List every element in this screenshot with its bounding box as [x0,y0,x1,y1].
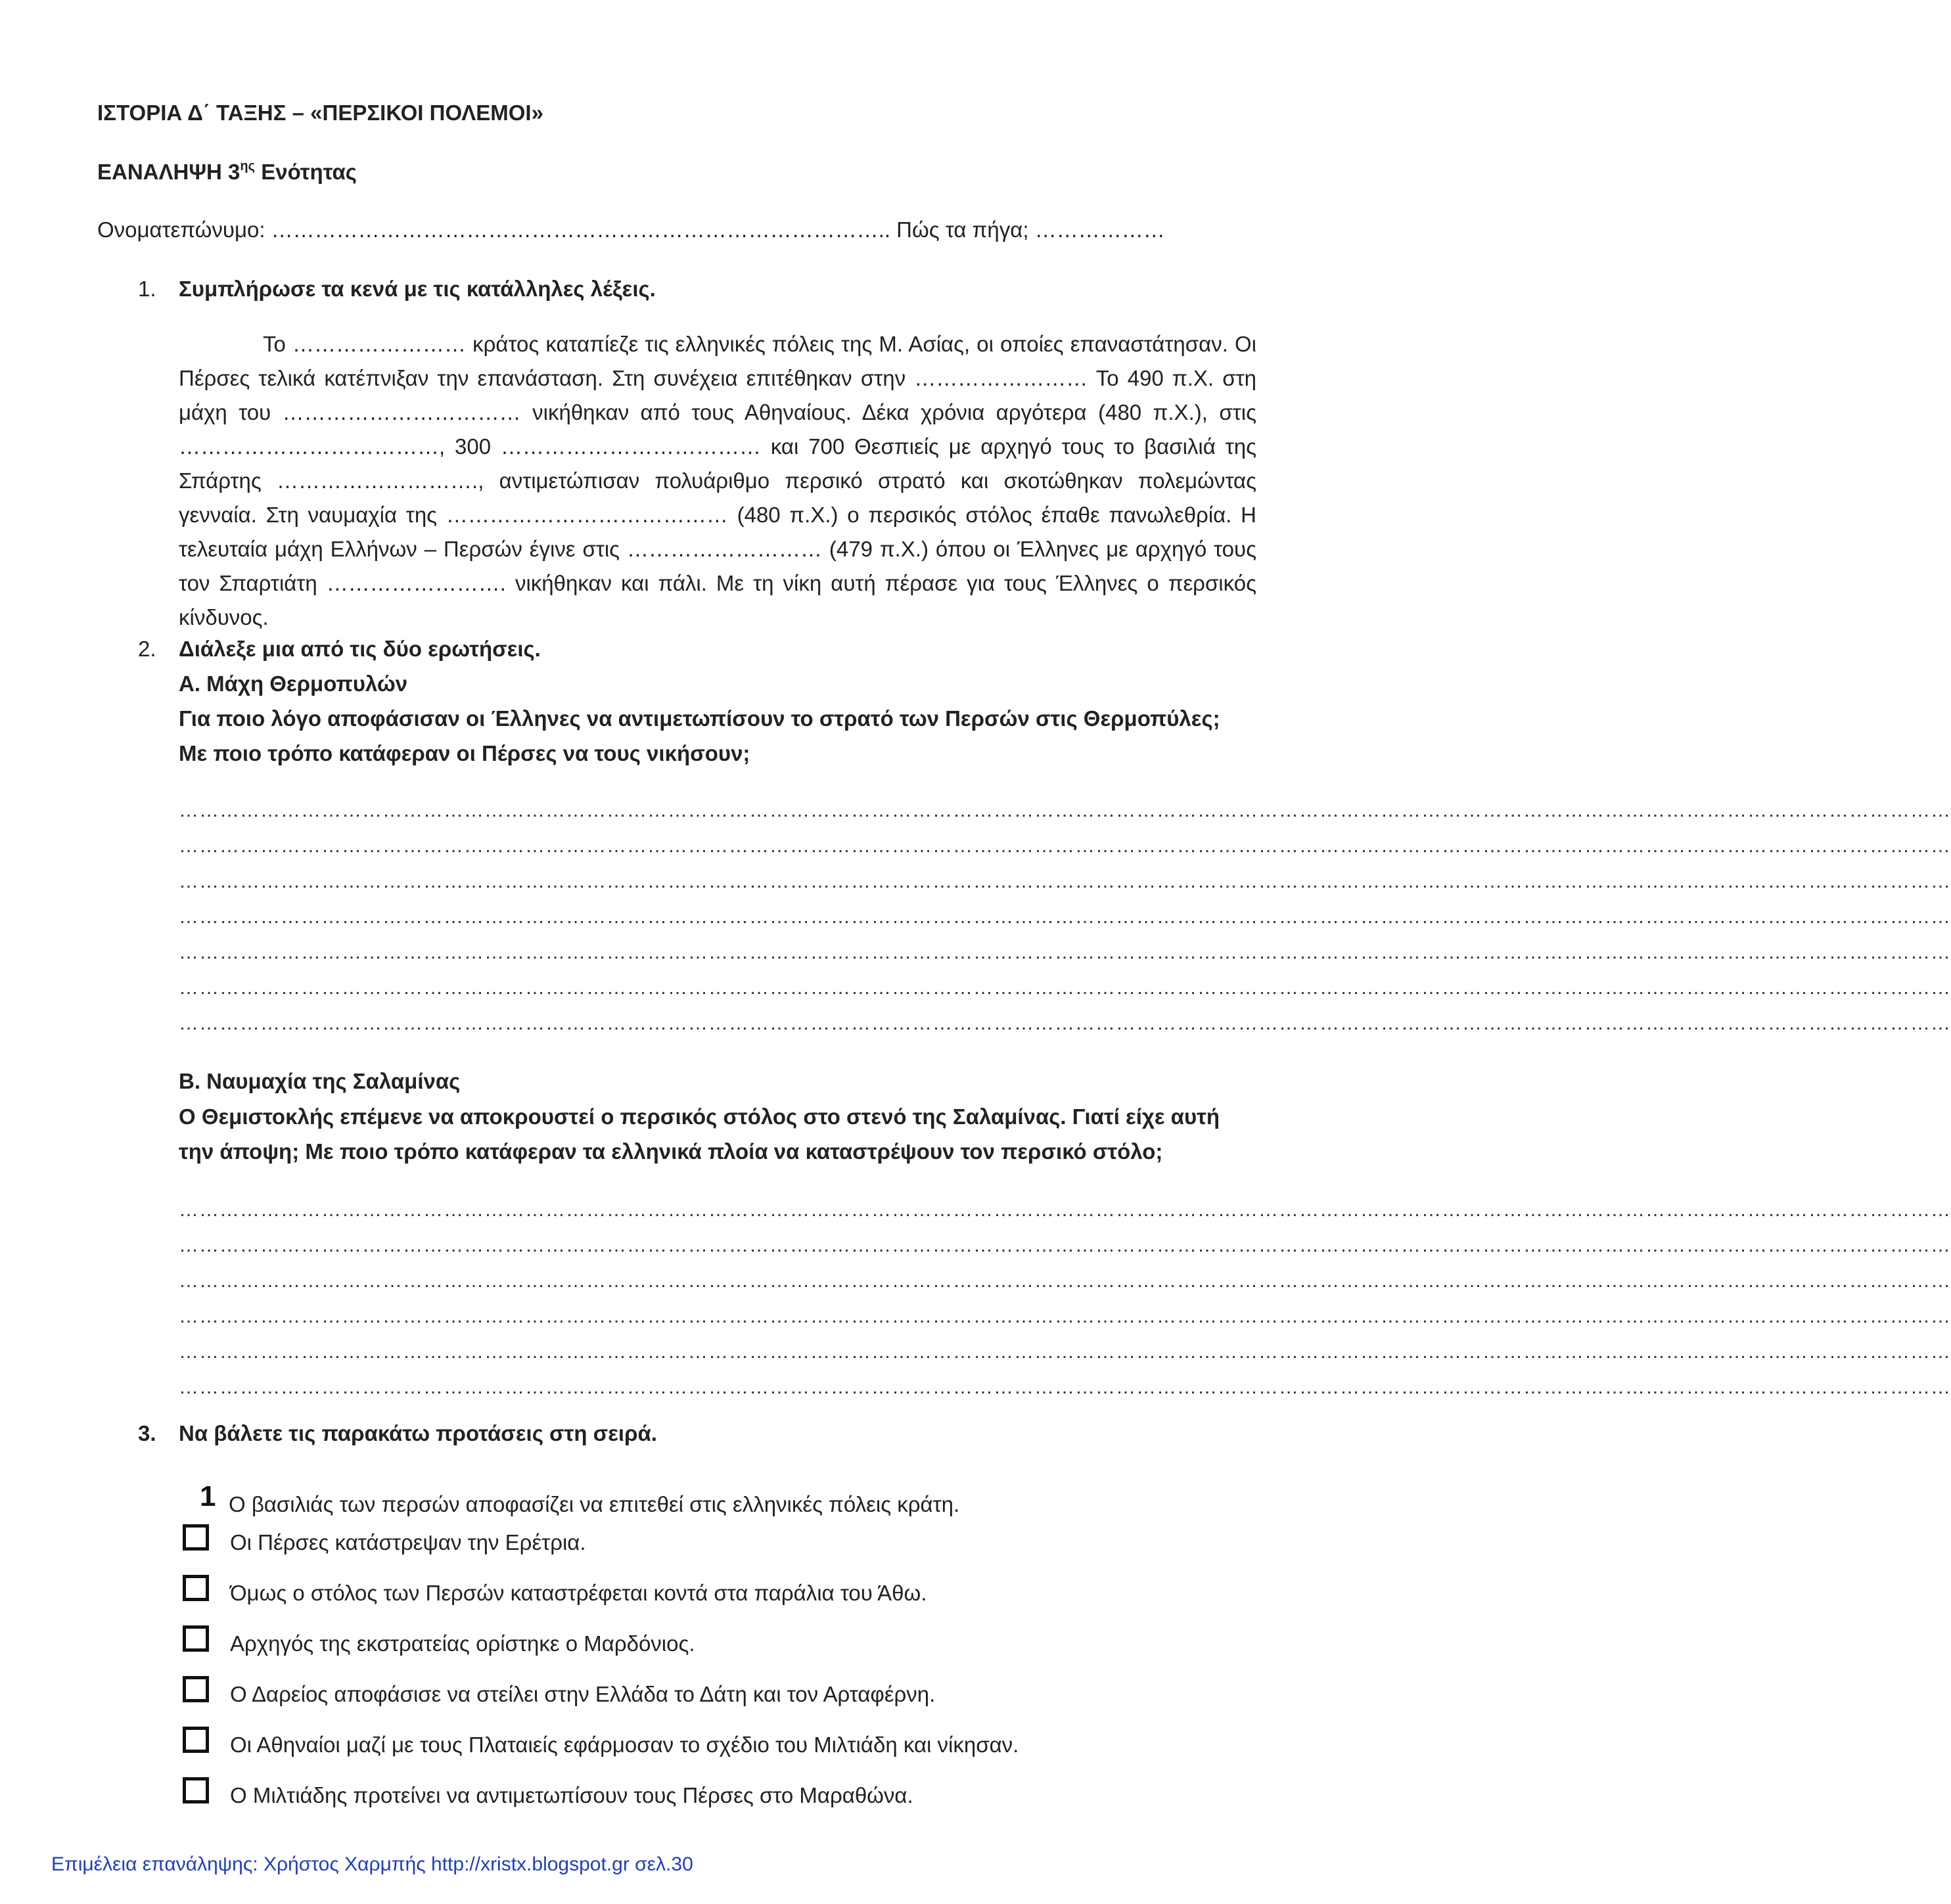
order-item-text: Ο Δαρείος αποφάσισε να στείλει στην Ελλάδα το Δάτη και τον Αρταφέρνη. [230,1682,936,1706]
subtitle-main: ΕΑΝΑΛΗΨΗ 3 [97,160,241,184]
answer-line: ……………………………………………………………………………………………………………………………………………………………………………………………………………………………………… [179,800,1951,821]
answer-line: ……………………………………………………………………………………………………………………………………………………………………………………………………………………………………… [179,1376,1951,1398]
answer-line: ……………………………………………………………………………………………………………………………………………………………………………………………………………………………………… [179,1341,1951,1363]
worksheet-title: ΙΣΤΟΡΙΑ Δ΄ ΤΑΞΗΣ – «ΠΕΡΣΙΚΟΙ ΠΟΛΕΜΟΙ» [97,101,543,125]
order-item-text: Οι Αθηναίοι μαζί με τους Πλαταιείς εφάρμοσαν το σχέδιο του Μιλτιάδη και νίκησαν. [230,1733,1019,1757]
option-a-question-line-1: Για ποιο λόγο αποφάσισαν οι Έλληνες να αντιμετωπίσουν το στρατό των Περσών στις Θερμοπύλες; [179,706,1220,731]
order-checkbox[interactable] [183,1727,209,1753]
footer-credit: Επιμέλεια επανάληψης: Χρήστος Χαρμπής http://xristx.blogspot.gr σελ.30 [51,1853,693,1875]
order-number: 1 [200,1480,216,1512]
answer-line: ……………………………………………………………………………………………………………………………………………………………………………………………………………………………………… [179,906,1951,928]
answer-line: ……………………………………………………………………………………………………………………………………………………………………………………………………………………………………… [179,871,1951,892]
answer-line: ……………………………………………………………………………………………………………………………………………………………………………………………………………………………………… [179,835,1951,857]
student-name-line: Ονοματεπώνυμο: ………………………………………………………………………….. Πώς τα πήγα; ……………… [97,217,1165,242]
order-item-text: Αρχηγός της εκστρατείας ορίστηκε ο Μαρδόνιος. [230,1631,695,1656]
option-b-question-line-1: Ο Θεμιστοκλής επέμενε να αποκρουστεί ο περσικός στόλος στο στενό της Σαλαμίνας. Γιατί είχε αυτή [179,1104,1220,1129]
subtitle-rest: Ενότητας [255,160,357,184]
question-1-paragraph: Το …………………… κράτος καταπίεζε τις ελληνικές πόλεις της Μ. Ασίας, οι οποίες επαναστάτησαν. Οι Πέρσες τελικά κατέπνιξαν την επανάσταση. Στη συνέχεια επιτέθηκαν στην …………………… Το 490 π.Χ. στη μάχη του …………………………… νικήθηκαν από τους Αθηναίους. Δέκα χρόνια αργότερα (480 π.Χ.), στις ………………………………, 300 ……………………………… και 700 Θεσπιείς με αρχηγό τους το βασιλιά της Σπάρτης ………………………., αντιμετώπισαν πολυάριθμο περσικό στρατό και σκοτώθηκαν πολεμώντας γενναία. Στη ναυμαχία της ………………………………… (480 π.Χ.) ο περσικός στόλος έπαθε πανωλεθρία. Η τελευταία μάχη Ελλήνων – Περσών έγινε στις ……………………… (479 π.Χ.) όπου οι Έλληνες με αρχηγό τους τον Σπαρτιάτη ……………………. νικήθηκαν και πάλι. Με τη νίκη αυτή πέρασε για τους Έλληνες ο περσικός κίνδυνος. [179,332,1256,629]
question-3-prompt: Να βάλετε τις παρακάτω προτάσεις στη σειρά. [179,1421,657,1445]
order-checkbox[interactable] [183,1524,209,1551]
order-item-text: Ο Μιλτιάδης προτείνει να αντιμετωπίσουν τους Πέρσες στο Μαραθώνα. [230,1783,913,1807]
question-1-number: 1. [138,277,156,301]
order-checkbox[interactable] [183,1575,209,1601]
answer-line: ……………………………………………………………………………………………………………………………………………………………………………………………………………………………………… [179,977,1951,999]
order-checkbox[interactable] [183,1676,209,1702]
worksheet-subtitle [97,159,357,185]
answer-line: ……………………………………………………………………………………………………………………………………………………………………………………………………………………………………… [179,1270,1951,1292]
question-2-number: 2. [138,637,156,661]
question-1-prompt: Συμπλήρωσε τα κενά με τις κατάλληλες λέξεις. [179,277,656,301]
option-a-question-line-2: Με ποιο τρόπο κατάφεραν οι Πέρσες να τους νικήσουν; [179,741,750,765]
option-b-question-line-2: την άποψη; Με ποιο τρόπο κατάφεραν τα ελληνικά πλοία να καταστρέψουν τον περσικό στόλο; [179,1139,1163,1164]
option-b-title: Β. Ναυμαχία της Σαλαμίνας [179,1069,461,1093]
order-item-text: Οι Πέρσες κατάστρεψαν την Ερέτρια. [230,1530,586,1554]
order-item-text: Ο βασιλιάς των περσών αποφασίζει να επιτεθεί στις ελληνικές πόλεις κράτη. [229,1492,960,1516]
subtitle-superscript: ης [240,159,256,173]
answer-line: ……………………………………………………………………………………………………………………………………………………………………………………………………………………………………… [179,1012,1951,1034]
option-a-title: Α. Μάχη Θερμοπυλών [179,671,408,696]
answer-line: ……………………………………………………………………………………………………………………………………………………………………………………………………………………………………… [179,1305,1951,1327]
question-1-fill-text [179,327,1256,635]
order-item-text: Όμως ο στόλος των Περσών καταστρέφεται κοντά στα παράλια του Άθω. [230,1581,927,1605]
question-3-number: 3. [138,1421,156,1445]
answer-line: ……………………………………………………………………………………………………………………………………………………………………………………………………………………………………… [179,941,1951,963]
answer-line: ……………………………………………………………………………………………………………………………………………………………………………………………………………………………………… [179,1235,1951,1256]
answer-line: ……………………………………………………………………………………………………………………………………………………………………………………………………………………………………… [179,1199,1951,1221]
order-checkbox[interactable] [183,1625,209,1652]
question-2-prompt: Διάλεξε μια από τις δύο ερωτήσεις. [179,637,541,661]
order-checkbox[interactable] [183,1777,209,1803]
